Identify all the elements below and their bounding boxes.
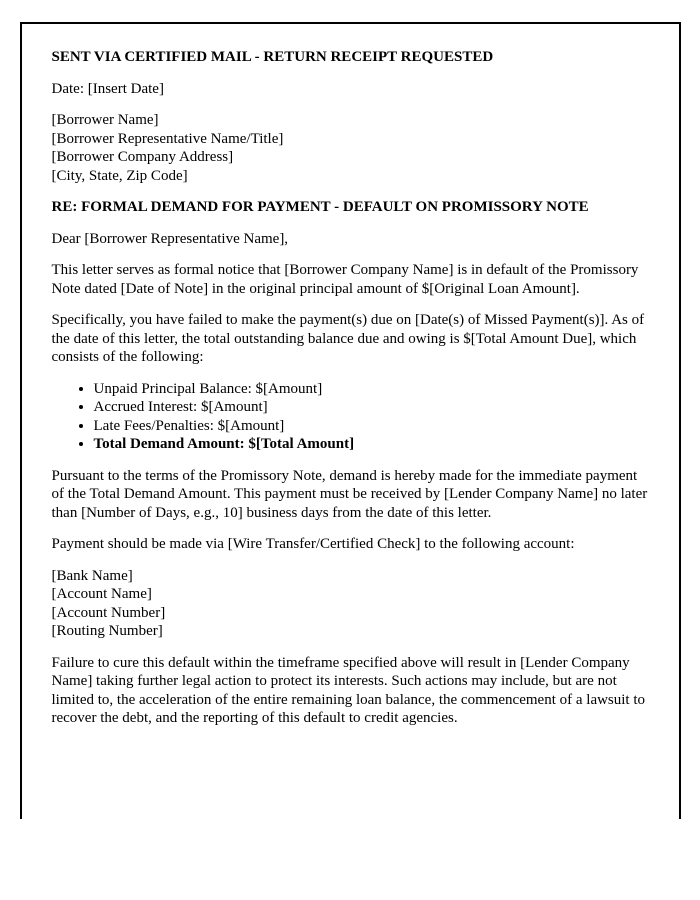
salutation: Dear [Borrower Representative Name], bbox=[51, 230, 289, 247]
bank-line-account-number: [Account Number] bbox=[51, 604, 166, 621]
bank-line-account-name: [Account Name] bbox=[51, 586, 152, 602]
borrower-address-block bbox=[52, 111, 649, 185]
amounts-list bbox=[52, 380, 649, 454]
date-line: Date: [Insert Date] bbox=[51, 80, 164, 97]
paragraph-default-notice: This letter serves as formal notice that [Borrower Company Name] is in default of the Promissory Note dated [Date of Note] in the original principal amount of $[Original Loan Amount]. bbox=[51, 262, 639, 297]
certified-mail-header: SENT VIA CERTIFIED MAIL - RETURN RECEIPT REQUESTED bbox=[51, 49, 494, 65]
subject-line: RE: FORMAL DEMAND FOR PAYMENT - DEFAULT ON PROMISSORY NOTE bbox=[51, 199, 589, 215]
list-item-accrued-interest: • Accrued Interest: $[Amount] bbox=[94, 398, 649, 417]
address-line-company-address: [Borrower Company Address] bbox=[51, 149, 234, 165]
address-line-borrower-name: [Borrower Name] bbox=[51, 112, 159, 128]
paragraph-payment-method: Payment should be made via [Wire Transfer/Certified Check] to the following account: bbox=[51, 536, 575, 552]
demand-letter bbox=[20, 22, 681, 819]
bank-details-block bbox=[52, 567, 649, 641]
bank-line-routing-number: [Routing Number] bbox=[51, 623, 163, 639]
paragraph-demand-terms: Pursuant to the terms of the Promissory Note, demand is hereby made for the immediate payment of the Total Demand Amount. This payment must be received by [Lender Company Name] no later than [Number of Days, e.g., 10] business days from the date of this letter. bbox=[51, 467, 648, 521]
bank-line-name: [Bank Name] bbox=[51, 567, 133, 584]
list-item-unpaid-principal: • Unpaid Principal Balance: $[Amount] bbox=[94, 380, 649, 399]
paragraph-consequences: Failure to cure this default within the timeframe specified above will result in [Lender Company Name] taking further legal action to protect its interests. Such actions may include, but are not limited to, the acceleration of the entire remaining loan balance, the commencement of a lawsuit to recover the debt, and the reporting of this default to credit agencies. bbox=[51, 654, 646, 726]
list-item-total-demand: • Total Demand Amount: $[Total Amount] bbox=[94, 435, 649, 454]
address-line-representative: [Borrower Representative Name/Title] bbox=[51, 130, 284, 147]
paragraph-missed-payments: Specifically, you have failed to make the payment(s) due on [Date(s) of Missed Payment(s)]. As of the date of this letter, the total outstanding balance due and owing is $[Total Amount Due], which consists of the following: bbox=[51, 312, 645, 365]
list-item-late-fees: • Late Fees/Penalties: $[Amount] bbox=[94, 417, 649, 436]
address-line-city-state-zip: [City, State, Zip Code] bbox=[51, 167, 188, 184]
